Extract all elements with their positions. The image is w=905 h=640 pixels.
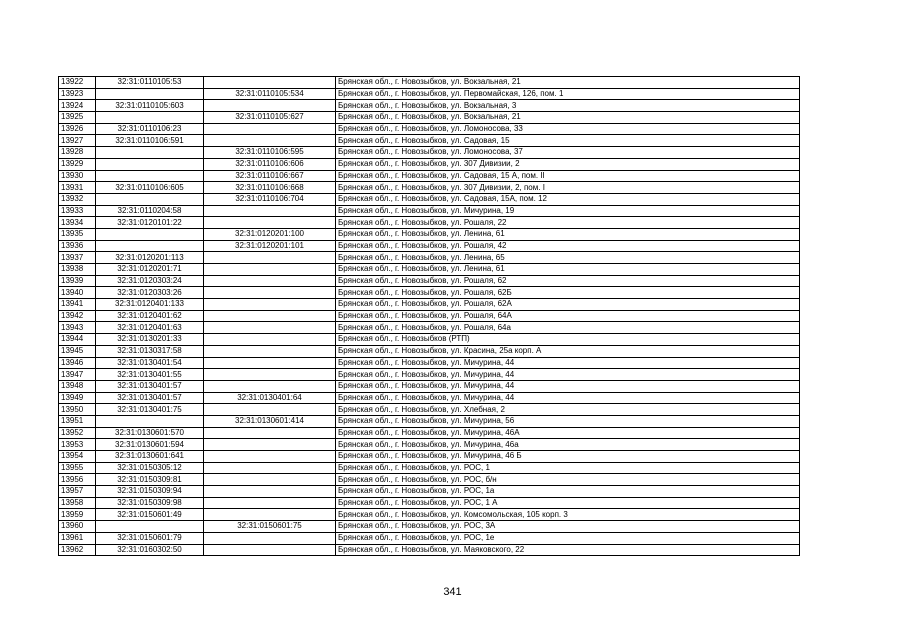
address-cell: Брянская обл., г. Новозыбков, ул. 307 Дивизии, 2, пом. I bbox=[336, 182, 800, 194]
property-registry-table bbox=[58, 76, 800, 556]
address-cell: Брянская обл., г. Новозыбков, ул. РОС, 3А bbox=[336, 521, 800, 533]
premises-cadastral-number-cell bbox=[204, 217, 336, 229]
table-row bbox=[59, 100, 800, 112]
row-number-cell: 13935 bbox=[59, 228, 96, 240]
address-cell: Брянская обл., г. Новозыбков, ул. Ломоносова, 37 bbox=[336, 147, 800, 159]
table-row bbox=[59, 228, 800, 240]
cadastral-number-cell: 32:31:0150601:79 bbox=[96, 532, 204, 544]
premises-cadastral-number-cell bbox=[204, 287, 336, 299]
table-row bbox=[59, 427, 800, 439]
table-row bbox=[59, 509, 800, 521]
row-number-cell: 13949 bbox=[59, 392, 96, 404]
cadastral-number-cell: 32:31:0130401:55 bbox=[96, 369, 204, 381]
premises-cadastral-number-cell: 32:31:0110105:534 bbox=[204, 88, 336, 100]
premises-cadastral-number-cell: 32:31:0130601:414 bbox=[204, 415, 336, 427]
row-number-cell: 13947 bbox=[59, 369, 96, 381]
row-number-cell: 13948 bbox=[59, 380, 96, 392]
cadastral-number-cell: 32:31:0130401:57 bbox=[96, 380, 204, 392]
address-cell: Брянская обл., г. Новозыбков, ул. Мичурина, 46а bbox=[336, 439, 800, 451]
table-row bbox=[59, 135, 800, 147]
table-row bbox=[59, 439, 800, 451]
premises-cadastral-number-cell bbox=[204, 509, 336, 521]
premises-cadastral-number-cell bbox=[204, 345, 336, 357]
cadastral-number-cell: 32:31:0110105:603 bbox=[96, 100, 204, 112]
cadastral-number-cell bbox=[96, 112, 204, 124]
table-row bbox=[59, 158, 800, 170]
premises-cadastral-number-cell bbox=[204, 369, 336, 381]
table-row bbox=[59, 205, 800, 217]
address-cell: Брянская обл., г. Новозыбков, ул. Ленина, 61 bbox=[336, 264, 800, 276]
premises-cadastral-number-cell: 32:31:0110106:595 bbox=[204, 147, 336, 159]
cadastral-number-cell: 32:31:0150309:81 bbox=[96, 474, 204, 486]
address-cell: Брянская обл., г. Новозыбков, ул. РОС, 1а bbox=[336, 486, 800, 498]
address-cell: Брянская обл., г. Новозыбков, ул. Ленина, 61 bbox=[336, 228, 800, 240]
cadastral-number-cell: 32:31:0160302:50 bbox=[96, 544, 204, 556]
cadastral-number-cell: 32:31:0120201:71 bbox=[96, 264, 204, 276]
premises-cadastral-number-cell: 32:31:0110105:627 bbox=[204, 112, 336, 124]
address-cell: Брянская обл., г. Новозыбков, ул. Маяковского, 22 bbox=[336, 544, 800, 556]
row-number-cell: 13941 bbox=[59, 299, 96, 311]
table-row bbox=[59, 404, 800, 416]
address-cell: Брянская обл., г. Новозыбков, ул. РОС, 1 bbox=[336, 462, 800, 474]
row-number-cell: 13937 bbox=[59, 252, 96, 264]
row-number-cell: 13959 bbox=[59, 509, 96, 521]
premises-cadastral-number-cell: 32:31:0120201:101 bbox=[204, 240, 336, 252]
cadastral-number-cell: 32:31:0130401:57 bbox=[96, 392, 204, 404]
cadastral-number-cell: 32:31:0110106:591 bbox=[96, 135, 204, 147]
premises-cadastral-number-cell bbox=[204, 275, 336, 287]
premises-cadastral-number-cell: 32:31:0110106:606 bbox=[204, 158, 336, 170]
table-row bbox=[59, 392, 800, 404]
premises-cadastral-number-cell bbox=[204, 77, 336, 89]
row-number-cell: 13931 bbox=[59, 182, 96, 194]
table-row bbox=[59, 264, 800, 276]
premises-cadastral-number-cell bbox=[204, 404, 336, 416]
premises-cadastral-number-cell bbox=[204, 322, 336, 334]
premises-cadastral-number-cell bbox=[204, 100, 336, 112]
address-cell: Брянская обл., г. Новозыбков, ул. РОС, 1 А bbox=[336, 497, 800, 509]
row-number-cell: 13953 bbox=[59, 439, 96, 451]
cadastral-number-cell bbox=[96, 240, 204, 252]
cadastral-number-cell bbox=[96, 415, 204, 427]
table-row bbox=[59, 380, 800, 392]
row-number-cell: 13958 bbox=[59, 497, 96, 509]
premises-cadastral-number-cell bbox=[204, 462, 336, 474]
table-row bbox=[59, 123, 800, 135]
cadastral-number-cell: 32:31:0120401:133 bbox=[96, 299, 204, 311]
row-number-cell: 13938 bbox=[59, 264, 96, 276]
row-number-cell: 13939 bbox=[59, 275, 96, 287]
row-number-cell: 13956 bbox=[59, 474, 96, 486]
table-row bbox=[59, 182, 800, 194]
address-cell: Брянская обл., г. Новозыбков, ул. Рошаля, 62А bbox=[336, 299, 800, 311]
address-cell: Брянская обл., г. Новозыбков, ул. Вокзальная, 3 bbox=[336, 100, 800, 112]
address-cell: Брянская обл., г. Новозыбков, ул. Рошаля, 42 bbox=[336, 240, 800, 252]
address-cell: Брянская обл., г. Новозыбков, ул. Садовая, 15А, пом. 12 bbox=[336, 193, 800, 205]
cadastral-number-cell: 32:31:0110105:53 bbox=[96, 77, 204, 89]
row-number-cell: 13942 bbox=[59, 310, 96, 322]
row-number-cell: 13952 bbox=[59, 427, 96, 439]
row-number-cell: 13943 bbox=[59, 322, 96, 334]
table-row bbox=[59, 170, 800, 182]
table-row bbox=[59, 88, 800, 100]
premises-cadastral-number-cell: 32:31:0130401:64 bbox=[204, 392, 336, 404]
premises-cadastral-number-cell bbox=[204, 474, 336, 486]
row-number-cell: 13923 bbox=[59, 88, 96, 100]
address-cell: Брянская обл., г. Новозыбков, ул. Мичурина, 44 bbox=[336, 392, 800, 404]
table-row bbox=[59, 77, 800, 89]
cadastral-number-cell: 32:31:0110204:58 bbox=[96, 205, 204, 217]
table-row bbox=[59, 147, 800, 159]
cadastral-number-cell: 32:31:0150601:49 bbox=[96, 509, 204, 521]
cadastral-number-cell: 32:31:0120303:26 bbox=[96, 287, 204, 299]
cadastral-number-cell: 32:31:0130401:75 bbox=[96, 404, 204, 416]
premises-cadastral-number-cell bbox=[204, 264, 336, 276]
table-row bbox=[59, 474, 800, 486]
premises-cadastral-number-cell bbox=[204, 439, 336, 451]
row-number-cell: 13933 bbox=[59, 205, 96, 217]
address-cell: Брянская обл., г. Новозыбков, ул. Вокзальная, 21 bbox=[336, 112, 800, 124]
cadastral-number-cell: 32:31:0110106:23 bbox=[96, 123, 204, 135]
table-row bbox=[59, 486, 800, 498]
cadastral-number-cell: 32:31:0120401:63 bbox=[96, 322, 204, 334]
cadastral-number-cell: 32:31:0150305:12 bbox=[96, 462, 204, 474]
cadastral-number-cell: 32:31:0120201:113 bbox=[96, 252, 204, 264]
address-cell: Брянская обл., г. Новозыбков, ул. Вокзальная, 21 bbox=[336, 77, 800, 89]
row-number-cell: 13925 bbox=[59, 112, 96, 124]
cadastral-number-cell: 32:31:0150309:94 bbox=[96, 486, 204, 498]
table-row bbox=[59, 369, 800, 381]
table-row bbox=[59, 357, 800, 369]
cadastral-number-cell bbox=[96, 193, 204, 205]
address-cell: Брянская обл., г. Новозыбков, ул. Рошаля, 62 bbox=[336, 275, 800, 287]
address-cell: Брянская обл., г. Новозыбков, ул. Мичурина, 46 Б bbox=[336, 451, 800, 463]
row-number-cell: 13928 bbox=[59, 147, 96, 159]
address-cell: Брянская обл., г. Новозыбков, ул. Садовая, 15 А, пом. II bbox=[336, 170, 800, 182]
cadastral-number-cell: 32:31:0120101:22 bbox=[96, 217, 204, 229]
premises-cadastral-number-cell bbox=[204, 486, 336, 498]
row-number-cell: 13962 bbox=[59, 544, 96, 556]
cadastral-number-cell bbox=[96, 88, 204, 100]
address-cell: Брянская обл., г. Новозыбков, ул. Рошаля, 22 bbox=[336, 217, 800, 229]
table-row bbox=[59, 345, 800, 357]
address-cell: Брянская обл., г. Новозыбков, ул. Мичурина, 19 bbox=[336, 205, 800, 217]
premises-cadastral-number-cell bbox=[204, 252, 336, 264]
cadastral-number-cell: 32:31:0130317:58 bbox=[96, 345, 204, 357]
address-cell: Брянская обл., г. Новозыбков, ул. 307 Дивизии, 2 bbox=[336, 158, 800, 170]
table-row bbox=[59, 544, 800, 556]
cadastral-number-cell: 32:31:0150309:98 bbox=[96, 497, 204, 509]
table-row bbox=[59, 287, 800, 299]
table-row bbox=[59, 462, 800, 474]
table-row bbox=[59, 334, 800, 346]
row-number-cell: 13950 bbox=[59, 404, 96, 416]
row-number-cell: 13951 bbox=[59, 415, 96, 427]
document-page bbox=[58, 76, 800, 556]
premises-cadastral-number-cell bbox=[204, 451, 336, 463]
table-row bbox=[59, 299, 800, 311]
premises-cadastral-number-cell bbox=[204, 427, 336, 439]
premises-cadastral-number-cell bbox=[204, 310, 336, 322]
address-cell: Брянская обл., г. Новозыбков, ул. Мичурина, 44 bbox=[336, 369, 800, 381]
table-row bbox=[59, 252, 800, 264]
cadastral-number-cell bbox=[96, 158, 204, 170]
cadastral-number-cell: 32:31:0130601:570 bbox=[96, 427, 204, 439]
address-cell: Брянская обл., г. Новозыбков, ул. Рошаля, 64А bbox=[336, 310, 800, 322]
table-row bbox=[59, 322, 800, 334]
cadastral-number-cell: 32:31:0130601:641 bbox=[96, 451, 204, 463]
row-number-cell: 13940 bbox=[59, 287, 96, 299]
address-cell: Брянская обл., г. Новозыбков, ул. Первомайская, 126, пом. 1 bbox=[336, 88, 800, 100]
address-cell: Брянская обл., г. Новозыбков, ул. Комсомольская, 105 корп. 3 bbox=[336, 509, 800, 521]
row-number-cell: 13955 bbox=[59, 462, 96, 474]
premises-cadastral-number-cell: 32:31:0110106:668 bbox=[204, 182, 336, 194]
row-number-cell: 13932 bbox=[59, 193, 96, 205]
address-cell: Брянская обл., г. Новозыбков, ул. Мичурина, 44 bbox=[336, 357, 800, 369]
table-row bbox=[59, 310, 800, 322]
table-row bbox=[59, 217, 800, 229]
address-cell: Брянская обл., г. Новозыбков, ул. Садовая, 15 bbox=[336, 135, 800, 147]
address-cell: Брянская обл., г. Новозыбков, ул. Хлебная, 2 bbox=[336, 404, 800, 416]
row-number-cell: 13961 bbox=[59, 532, 96, 544]
cadastral-number-cell bbox=[96, 228, 204, 240]
table-row bbox=[59, 415, 800, 427]
premises-cadastral-number-cell bbox=[204, 334, 336, 346]
row-number-cell: 13960 bbox=[59, 521, 96, 533]
address-cell: Брянская обл., г. Новозыбков, ул. Красина, 25а корп. А bbox=[336, 345, 800, 357]
table-row bbox=[59, 521, 800, 533]
row-number-cell: 13944 bbox=[59, 334, 96, 346]
address-cell: Брянская обл., г. Новозыбков, ул. РОС, б/н bbox=[336, 474, 800, 486]
cadastral-number-cell: 32:31:0120401:62 bbox=[96, 310, 204, 322]
premises-cadastral-number-cell bbox=[204, 205, 336, 217]
table-row bbox=[59, 112, 800, 124]
row-number-cell: 13926 bbox=[59, 123, 96, 135]
premises-cadastral-number-cell: 32:31:0110106:667 bbox=[204, 170, 336, 182]
cadastral-number-cell: 32:31:0130601:594 bbox=[96, 439, 204, 451]
premises-cadastral-number-cell bbox=[204, 123, 336, 135]
row-number-cell: 13934 bbox=[59, 217, 96, 229]
row-number-cell: 13945 bbox=[59, 345, 96, 357]
premises-cadastral-number-cell bbox=[204, 380, 336, 392]
row-number-cell: 13946 bbox=[59, 357, 96, 369]
premises-cadastral-number-cell: 32:31:0110106:704 bbox=[204, 193, 336, 205]
premises-cadastral-number-cell bbox=[204, 299, 336, 311]
address-cell: Брянская обл., г. Новозыбков, ул. Мичурина, 44 bbox=[336, 380, 800, 392]
cadastral-number-cell bbox=[96, 147, 204, 159]
cadastral-number-cell bbox=[96, 521, 204, 533]
row-number-cell: 13936 bbox=[59, 240, 96, 252]
premises-cadastral-number-cell bbox=[204, 497, 336, 509]
address-cell: Брянская обл., г. Новозыбков (РТП) bbox=[336, 334, 800, 346]
row-number-cell: 13924 bbox=[59, 100, 96, 112]
cadastral-number-cell: 32:31:0120303:24 bbox=[96, 275, 204, 287]
table-row bbox=[59, 240, 800, 252]
row-number-cell: 13927 bbox=[59, 135, 96, 147]
row-number-cell: 13930 bbox=[59, 170, 96, 182]
table-row bbox=[59, 193, 800, 205]
cadastral-number-cell: 32:31:0130201:33 bbox=[96, 334, 204, 346]
premises-cadastral-number-cell bbox=[204, 357, 336, 369]
cadastral-number-cell bbox=[96, 170, 204, 182]
row-number-cell: 13954 bbox=[59, 451, 96, 463]
table-row bbox=[59, 532, 800, 544]
row-number-cell: 13929 bbox=[59, 158, 96, 170]
premises-cadastral-number-cell bbox=[204, 135, 336, 147]
premises-cadastral-number-cell bbox=[204, 544, 336, 556]
registry-table-body bbox=[59, 77, 800, 556]
page-number: 341 bbox=[443, 586, 462, 598]
row-number-cell: 13957 bbox=[59, 486, 96, 498]
table-row bbox=[59, 497, 800, 509]
table-row bbox=[59, 451, 800, 463]
premises-cadastral-number-cell bbox=[204, 532, 336, 544]
table-row bbox=[59, 275, 800, 287]
cadastral-number-cell: 32:31:0110106:605 bbox=[96, 182, 204, 194]
address-cell: Брянская обл., г. Новозыбков, ул. Рошаля, 62Б bbox=[336, 287, 800, 299]
address-cell: Брянская обл., г. Новозыбков, ул. Мичурина, 56 bbox=[336, 415, 800, 427]
premises-cadastral-number-cell: 32:31:0150601:75 bbox=[204, 521, 336, 533]
address-cell: Брянская обл., г. Новозыбков, ул. Мичурина, 46А bbox=[336, 427, 800, 439]
address-cell: Брянская обл., г. Новозыбков, ул. Рошаля, 64а bbox=[336, 322, 800, 334]
row-number-cell: 13922 bbox=[59, 77, 96, 89]
cadastral-number-cell: 32:31:0130401:54 bbox=[96, 357, 204, 369]
address-cell: Брянская обл., г. Новозыбков, ул. Ломоносова, 33 bbox=[336, 123, 800, 135]
premises-cadastral-number-cell: 32:31:0120201:100 bbox=[204, 228, 336, 240]
address-cell: Брянская обл., г. Новозыбков, ул. Ленина, 65 bbox=[336, 252, 800, 264]
address-cell: Брянская обл., г. Новозыбков, ул. РОС, 1е bbox=[336, 532, 800, 544]
